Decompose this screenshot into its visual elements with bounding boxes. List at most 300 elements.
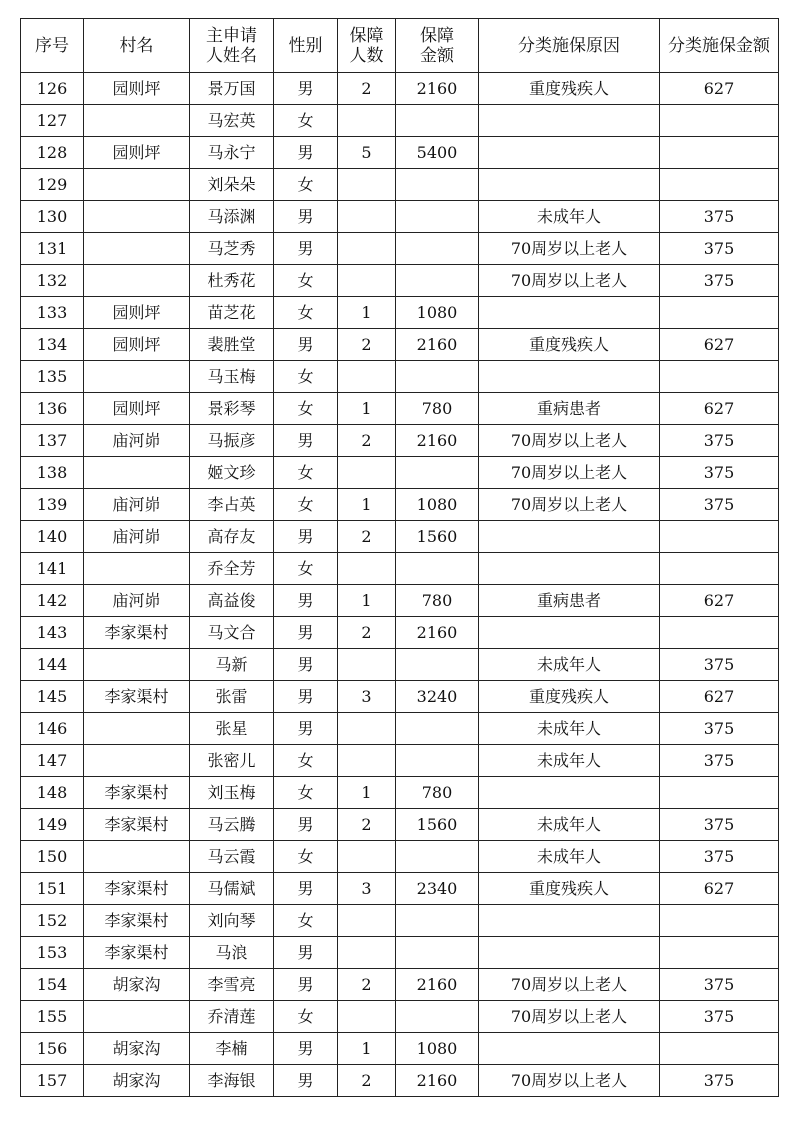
cell-serial-number: 138 [21,457,84,489]
cell-serial-number: 148 [21,777,84,809]
cell-serial-number: 153 [21,937,84,969]
cell-guarantee-amount [396,105,479,137]
cell-village-name [84,105,190,137]
cell-category-amount: 627 [660,585,779,617]
cell-village-name: 李家渠村 [84,617,190,649]
cell-applicant-name: 苗芝花 [190,297,274,329]
cell-category-amount: 627 [660,681,779,713]
cell-applicant-name: 高益俊 [190,585,274,617]
cell-gender: 男 [274,425,338,457]
cell-applicant-name: 马永宁 [190,137,274,169]
table-row [21,681,779,713]
cell-category-amount: 375 [660,457,779,489]
cell-category-reason [479,905,660,937]
cell-serial-number: 131 [21,233,84,265]
cell-covered-people: 1 [338,1033,396,1065]
cell-category-reason [479,361,660,393]
cell-category-reason: 未成年人 [479,201,660,233]
cell-serial-number: 147 [21,745,84,777]
cell-village-name: 园则坪 [84,297,190,329]
cell-guarantee-amount [396,937,479,969]
cell-applicant-name: 刘玉梅 [190,777,274,809]
table-row [21,937,779,969]
table-row [21,873,779,905]
cell-covered-people: 5 [338,137,396,169]
cell-category-amount [660,777,779,809]
cell-covered-people [338,201,396,233]
cell-covered-people: 1 [338,777,396,809]
cell-guarantee-amount: 1080 [396,1033,479,1065]
cell-gender: 男 [274,713,338,745]
cell-covered-people: 2 [338,969,396,1001]
cell-category-amount: 627 [660,329,779,361]
cell-applicant-name: 裴胜堂 [190,329,274,361]
cell-category-reason [479,1033,660,1065]
cell-village-name: 胡家沟 [84,1065,190,1097]
cell-guarantee-amount [396,745,479,777]
cell-village-name [84,745,190,777]
cell-guarantee-amount: 2340 [396,873,479,905]
cell-guarantee-amount [396,169,479,201]
cell-gender: 女 [274,489,338,521]
cell-guarantee-amount [396,265,479,297]
cell-gender: 女 [274,105,338,137]
cell-covered-people: 2 [338,617,396,649]
cell-serial-number: 136 [21,393,84,425]
cell-guarantee-amount: 2160 [396,329,479,361]
cell-category-reason: 未成年人 [479,713,660,745]
cell-gender: 男 [274,329,338,361]
cell-guarantee-amount [396,649,479,681]
cell-applicant-name: 马儒斌 [190,873,274,905]
cell-category-reason: 70周岁以上老人 [479,265,660,297]
cell-serial-number: 135 [21,361,84,393]
cell-gender: 女 [274,777,338,809]
cell-village-name: 庙河峁 [84,489,190,521]
cell-applicant-name: 刘朵朵 [190,169,274,201]
cell-village-name: 李家渠村 [84,809,190,841]
cell-category-amount: 627 [660,873,779,905]
table-row [21,777,779,809]
cell-category-amount [660,553,779,585]
cell-covered-people [338,713,396,745]
cell-guarantee-amount: 2160 [396,425,479,457]
cell-gender: 男 [274,681,338,713]
cell-gender: 男 [274,137,338,169]
cell-village-name [84,553,190,585]
cell-category-amount [660,905,779,937]
cell-category-reason: 重度残疾人 [479,681,660,713]
cell-applicant-name: 乔全芳 [190,553,274,585]
cell-guarantee-amount: 2160 [396,969,479,1001]
table-row [21,265,779,297]
table-row [21,361,779,393]
cell-covered-people: 3 [338,873,396,905]
cell-village-name: 李家渠村 [84,905,190,937]
cell-guarantee-amount [396,457,479,489]
cell-applicant-name: 马宏英 [190,105,274,137]
cell-village-name [84,841,190,873]
cell-gender: 女 [274,745,338,777]
cell-serial-number: 128 [21,137,84,169]
cell-category-amount: 627 [660,393,779,425]
cell-village-name [84,201,190,233]
header-category-reason: 分类施保原因 [479,19,660,73]
cell-category-reason: 未成年人 [479,809,660,841]
cell-category-reason: 70周岁以上老人 [479,425,660,457]
cell-gender: 女 [274,297,338,329]
cell-category-amount: 375 [660,809,779,841]
cell-applicant-name: 姬文珍 [190,457,274,489]
cell-village-name [84,361,190,393]
cell-category-reason [479,521,660,553]
cell-guarantee-amount [396,1001,479,1033]
cell-serial-number: 141 [21,553,84,585]
cell-applicant-name: 刘向琴 [190,905,274,937]
table-row [21,425,779,457]
table-row [21,649,779,681]
cell-applicant-name: 杜秀花 [190,265,274,297]
cell-guarantee-amount: 1080 [396,489,479,521]
cell-guarantee-amount [396,553,479,585]
cell-category-amount: 375 [660,649,779,681]
table-row [21,905,779,937]
table-header [21,19,779,73]
cell-applicant-name: 马云腾 [190,809,274,841]
cell-category-amount: 627 [660,73,779,105]
cell-covered-people: 1 [338,393,396,425]
cell-serial-number: 149 [21,809,84,841]
cell-applicant-name: 李雪亮 [190,969,274,1001]
table-row [21,457,779,489]
cell-covered-people [338,649,396,681]
cell-category-amount [660,169,779,201]
cell-category-amount: 375 [660,425,779,457]
cell-category-amount: 375 [660,489,779,521]
table-row [21,553,779,585]
cell-category-amount [660,521,779,553]
cell-serial-number: 145 [21,681,84,713]
cell-guarantee-amount [396,841,479,873]
cell-gender: 男 [274,873,338,905]
cell-gender: 男 [274,201,338,233]
table-row [21,297,779,329]
header-gender: 性别 [274,19,338,73]
table-row [21,969,779,1001]
cell-applicant-name: 马玉梅 [190,361,274,393]
cell-gender: 女 [274,169,338,201]
cell-covered-people: 2 [338,1065,396,1097]
table-row [21,841,779,873]
cell-gender: 男 [274,937,338,969]
table-row [21,393,779,425]
cell-gender: 女 [274,553,338,585]
assistance-table [20,18,779,1097]
cell-category-amount: 375 [660,1001,779,1033]
cell-category-amount [660,137,779,169]
cell-guarantee-amount [396,201,479,233]
cell-serial-number: 139 [21,489,84,521]
cell-applicant-name: 李占英 [190,489,274,521]
cell-category-amount [660,361,779,393]
cell-village-name: 园则坪 [84,393,190,425]
table-row [21,1033,779,1065]
cell-applicant-name: 马文合 [190,617,274,649]
cell-serial-number: 144 [21,649,84,681]
cell-applicant-name: 张雷 [190,681,274,713]
cell-village-name: 园则坪 [84,73,190,105]
cell-village-name: 胡家沟 [84,1033,190,1065]
cell-village-name: 庙河峁 [84,425,190,457]
cell-village-name: 庙河峁 [84,521,190,553]
cell-category-reason: 70周岁以上老人 [479,1001,660,1033]
cell-category-reason [479,137,660,169]
cell-category-reason: 未成年人 [479,841,660,873]
cell-category-reason [479,617,660,649]
cell-serial-number: 157 [21,1065,84,1097]
cell-category-reason: 70周岁以上老人 [479,489,660,521]
cell-guarantee-amount: 1560 [396,521,479,553]
table-row [21,489,779,521]
cell-gender: 男 [274,1033,338,1065]
cell-category-amount [660,937,779,969]
cell-covered-people: 2 [338,809,396,841]
cell-guarantee-amount: 780 [396,585,479,617]
cell-village-name: 园则坪 [84,137,190,169]
cell-serial-number: 140 [21,521,84,553]
cell-category-reason: 70周岁以上老人 [479,233,660,265]
cell-serial-number: 142 [21,585,84,617]
header-village-name: 村名 [84,19,190,73]
table-row [21,585,779,617]
cell-covered-people [338,841,396,873]
cell-category-reason [479,777,660,809]
cell-category-amount [660,617,779,649]
table-row [21,329,779,361]
cell-category-amount: 375 [660,713,779,745]
cell-category-reason: 70周岁以上老人 [479,1065,660,1097]
cell-village-name: 庙河峁 [84,585,190,617]
cell-applicant-name: 李楠 [190,1033,274,1065]
cell-gender: 男 [274,1065,338,1097]
cell-gender: 女 [274,905,338,937]
cell-covered-people [338,745,396,777]
cell-village-name: 李家渠村 [84,681,190,713]
cell-guarantee-amount: 1080 [396,297,479,329]
cell-serial-number: 152 [21,905,84,937]
cell-guarantee-amount: 1560 [396,809,479,841]
cell-gender: 女 [274,361,338,393]
cell-gender: 男 [274,521,338,553]
cell-covered-people [338,233,396,265]
cell-serial-number: 151 [21,873,84,905]
header-covered-people: 保障人数 [338,19,396,73]
cell-guarantee-amount: 2160 [396,1065,479,1097]
cell-applicant-name: 张星 [190,713,274,745]
cell-guarantee-amount: 780 [396,777,479,809]
cell-village-name: 李家渠村 [84,873,190,905]
cell-applicant-name: 马芝秀 [190,233,274,265]
cell-category-reason: 重病患者 [479,393,660,425]
cell-category-reason: 未成年人 [479,649,660,681]
cell-village-name: 李家渠村 [84,777,190,809]
table-row [21,1065,779,1097]
cell-category-reason: 70周岁以上老人 [479,457,660,489]
header-applicant-name: 主申请人姓名 [190,19,274,73]
cell-gender: 男 [274,809,338,841]
table-row [21,137,779,169]
cell-village-name: 园则坪 [84,329,190,361]
cell-gender: 女 [274,393,338,425]
cell-serial-number: 127 [21,105,84,137]
cell-category-reason [479,553,660,585]
cell-covered-people [338,937,396,969]
header-row [21,19,779,73]
cell-category-reason [479,105,660,137]
cell-covered-people: 1 [338,585,396,617]
cell-covered-people [338,1001,396,1033]
cell-gender: 男 [274,73,338,105]
cell-village-name: 胡家沟 [84,969,190,1001]
table-row [21,201,779,233]
cell-category-amount: 375 [660,265,779,297]
cell-serial-number: 156 [21,1033,84,1065]
cell-serial-number: 137 [21,425,84,457]
cell-covered-people [338,105,396,137]
cell-gender: 男 [274,585,338,617]
cell-covered-people [338,265,396,297]
cell-applicant-name: 景万国 [190,73,274,105]
cell-applicant-name: 马新 [190,649,274,681]
cell-category-amount: 375 [660,1065,779,1097]
cell-category-reason: 重度残疾人 [479,873,660,905]
cell-village-name [84,169,190,201]
cell-category-reason: 重病患者 [479,585,660,617]
cell-applicant-name: 乔清莲 [190,1001,274,1033]
cell-category-amount: 375 [660,745,779,777]
header-category-amount: 分类施保金额 [660,19,779,73]
cell-gender: 男 [274,649,338,681]
header-serial-number: 序号 [21,19,84,73]
cell-serial-number: 146 [21,713,84,745]
cell-category-amount [660,1033,779,1065]
cell-applicant-name: 张密儿 [190,745,274,777]
table-row [21,169,779,201]
cell-guarantee-amount [396,233,479,265]
cell-category-reason: 70周岁以上老人 [479,969,660,1001]
cell-covered-people [338,361,396,393]
cell-guarantee-amount: 5400 [396,137,479,169]
cell-covered-people: 1 [338,489,396,521]
cell-applicant-name: 马浪 [190,937,274,969]
cell-guarantee-amount [396,713,479,745]
cell-gender: 女 [274,457,338,489]
cell-category-reason [479,937,660,969]
cell-village-name [84,265,190,297]
cell-covered-people [338,553,396,585]
cell-guarantee-amount [396,361,479,393]
table-body [21,73,779,1097]
cell-applicant-name: 马添渊 [190,201,274,233]
cell-village-name [84,233,190,265]
cell-category-amount: 375 [660,233,779,265]
cell-serial-number: 129 [21,169,84,201]
cell-covered-people [338,457,396,489]
cell-category-amount [660,105,779,137]
cell-category-reason [479,169,660,201]
table-row [21,1001,779,1033]
cell-serial-number: 130 [21,201,84,233]
cell-serial-number: 126 [21,73,84,105]
cell-gender: 男 [274,969,338,1001]
cell-serial-number: 143 [21,617,84,649]
table-row [21,809,779,841]
cell-guarantee-amount: 780 [396,393,479,425]
cell-serial-number: 133 [21,297,84,329]
cell-serial-number: 150 [21,841,84,873]
cell-category-amount: 375 [660,969,779,1001]
cell-applicant-name: 高存友 [190,521,274,553]
table-row [21,521,779,553]
cell-village-name: 李家渠村 [84,937,190,969]
cell-category-reason: 重度残疾人 [479,73,660,105]
cell-village-name [84,713,190,745]
cell-guarantee-amount [396,905,479,937]
cell-serial-number: 134 [21,329,84,361]
cell-covered-people [338,169,396,201]
cell-covered-people [338,905,396,937]
cell-category-reason [479,297,660,329]
cell-category-amount: 375 [660,201,779,233]
cell-gender: 女 [274,1001,338,1033]
cell-applicant-name: 景彩琴 [190,393,274,425]
cell-guarantee-amount: 3240 [396,681,479,713]
cell-serial-number: 132 [21,265,84,297]
table-row [21,745,779,777]
cell-category-reason: 未成年人 [479,745,660,777]
table-row [21,713,779,745]
cell-gender: 男 [274,617,338,649]
cell-applicant-name: 马云霞 [190,841,274,873]
cell-covered-people: 1 [338,297,396,329]
cell-covered-people: 3 [338,681,396,713]
header-guarantee-amount: 保障金额 [396,19,479,73]
table-row [21,617,779,649]
cell-serial-number: 155 [21,1001,84,1033]
cell-applicant-name: 马振彦 [190,425,274,457]
cell-guarantee-amount: 2160 [396,617,479,649]
cell-village-name [84,1001,190,1033]
cell-serial-number: 154 [21,969,84,1001]
cell-covered-people: 2 [338,521,396,553]
cell-covered-people: 2 [338,73,396,105]
cell-covered-people: 2 [338,425,396,457]
cell-category-reason: 重度残疾人 [479,329,660,361]
cell-gender: 女 [274,265,338,297]
cell-category-amount: 375 [660,841,779,873]
table-row [21,73,779,105]
cell-village-name [84,457,190,489]
cell-guarantee-amount: 2160 [396,73,479,105]
table-row [21,233,779,265]
cell-village-name [84,649,190,681]
cell-gender: 女 [274,841,338,873]
cell-category-amount [660,297,779,329]
table-row [21,105,779,137]
cell-covered-people: 2 [338,329,396,361]
cell-applicant-name: 李海银 [190,1065,274,1097]
cell-gender: 男 [274,233,338,265]
